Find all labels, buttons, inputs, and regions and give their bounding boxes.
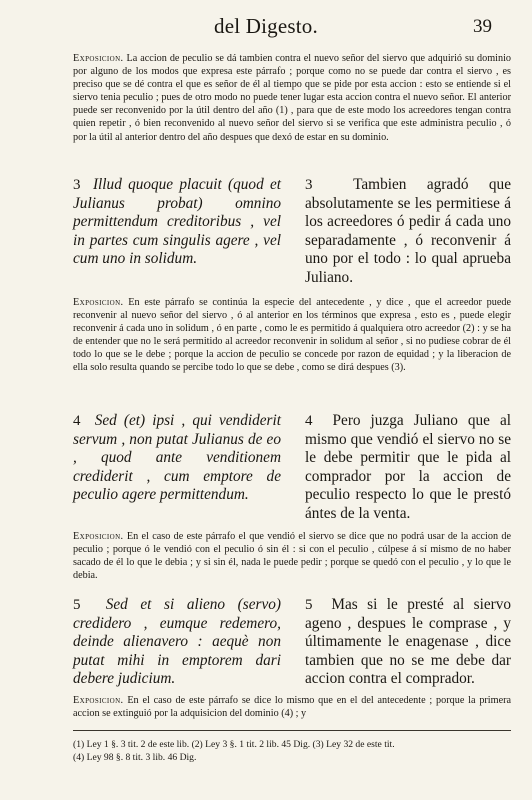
exposicion-label: Exposicion. bbox=[73, 531, 124, 542]
exposicion-paragraph bbox=[73, 530, 511, 582]
spanish-text bbox=[305, 176, 511, 288]
spanish-passage: Tambien agradó que absolutamente se les permitiese á los acreedores ó pedir á cada uno separadamente , ó reconvenir á uno por el todo : lo qual aprueba Juliano. bbox=[305, 176, 511, 286]
exposicion-text: La accion de peculio se dá tambien contra el nuevo señor del siervo que adquirió su dominio por alguno de los modos que expresa este párrafo ; porque como no se puede dar contra el siervo , es preciso que se dé contra el que es señor de él al tiempo que se pide por esta accion : esto se entiende si el siervo tenia peculio ; pues de otro modo no puede tener lugar esta accion contra el nuevo señor. El anterior puede ser reconvenido por la útil dentro del año (1) , para que de este modo los acreedores tengan contra quien repetir , ó bien reconvenido al nuevo señor del siervo si se verifica que este administra peculio , ó por la útil al anterior dentro del año despues que dexó de estar en su dominio. bbox=[73, 53, 512, 143]
spanish-passage: Mas si le presté al siervo ageno , despues le comprase , y últimamente le enagenase , dice tambien que no se me debe dar accion contra el comprador. bbox=[305, 596, 512, 688]
exposicion-paragraph bbox=[73, 296, 511, 375]
spanish-text bbox=[305, 596, 511, 689]
section-number: 3 bbox=[305, 177, 313, 193]
latin-passage: Sed et si alieno (servo) credidero , eumque redemero, deinde alienavero : aequè non putat mihi in emptorem dari debere judicium. bbox=[73, 596, 281, 688]
section-number: 5 bbox=[73, 597, 81, 613]
footnote-divider bbox=[73, 730, 511, 731]
running-title: del Digesto. bbox=[214, 14, 318, 38]
latin-text bbox=[73, 412, 281, 505]
latin-passage: Illud quoque placuit (quod et Julianus probat) omnino permittendum creditoribus , vel in partes cum singulis agere , vel cum uno in solidum. bbox=[73, 176, 281, 268]
latin-passage: Sed (et) ipsi , qui vendiderit servum , non putat Julianus de eo , quod ante venditionem crediderit , cum emptore de peculio agere permittendum. bbox=[73, 412, 281, 504]
exposicion-paragraph bbox=[73, 52, 511, 144]
footnote-line: (1) Ley 1 §. 3 tit. 2 de este lib. (2) Ley 3 §. 1 tit. 2 lib. 45 Dig. (3) Ley 32 de este tit. bbox=[73, 739, 395, 750]
spanish-text bbox=[305, 412, 511, 524]
footnotes bbox=[73, 738, 511, 764]
exposicion-label: Exposicion. bbox=[73, 695, 124, 706]
exposicion-text: En el caso de este párrafo el que vendió el siervo se dice que no podrá usar de la accion de peculio ; porque ó le vendió con el peculio ó sin él : si con el peculio , cúlpese á sí mismo de no haber sacado de él lo que le debia ; y si sin él, nada le puede pedir ; porque se quedó con el peculio , y lo que le debia. bbox=[73, 531, 511, 582]
footnote-line: (4) Ley 98 §. 8 tit. 3 lib. 46 Dig. bbox=[73, 752, 197, 763]
page-number: 39 bbox=[473, 16, 492, 37]
section-number: 4 bbox=[73, 413, 81, 429]
spanish-passage: Pero juzga Juliano que al mismo que vendió el siervo no se le debe permitir que le pida al comprador por la accion de peculio respecto lo que le prestó ántes de la venta. bbox=[305, 412, 511, 522]
exposicion-paragraph bbox=[73, 694, 511, 720]
section-number: 4 bbox=[305, 413, 313, 429]
exposicion-text: En el caso de este párrafo se dice lo mismo que en el del antecedente ; porque la primera accion se extinguió por la adquisicion del dominio (4) ; y bbox=[73, 695, 511, 720]
latin-text bbox=[73, 596, 281, 689]
exposicion-text: En este párrafo se continúa la especie del antecedente , y dice , que el acreedor puede reconvenir al nuevo señor del siervo , ó al anterior en los términos que expresa , esto es , puede elegir reconvenir á cada uno in solidum , ó en parte , como le es permitido á qualquiera otro acreedor (2) : y se ha de entender que no le será permitido al acreedor reconvenir in solidum al señor , si no pudiese cobrar de él todo lo que se le debe ; porque la accion de peculio se concede por razon de equidad ; y la liberacion de ella solo resulta quando se percibe todo lo que se debe , como se dirá despues (3). bbox=[73, 297, 512, 374]
running-header bbox=[0, 12, 532, 42]
exposicion-label: Exposicion. bbox=[73, 53, 124, 64]
section-number: 3 bbox=[73, 177, 81, 193]
section-number: 5 bbox=[305, 597, 313, 613]
latin-text bbox=[73, 176, 281, 269]
exposicion-label: Exposicion. bbox=[73, 297, 124, 308]
